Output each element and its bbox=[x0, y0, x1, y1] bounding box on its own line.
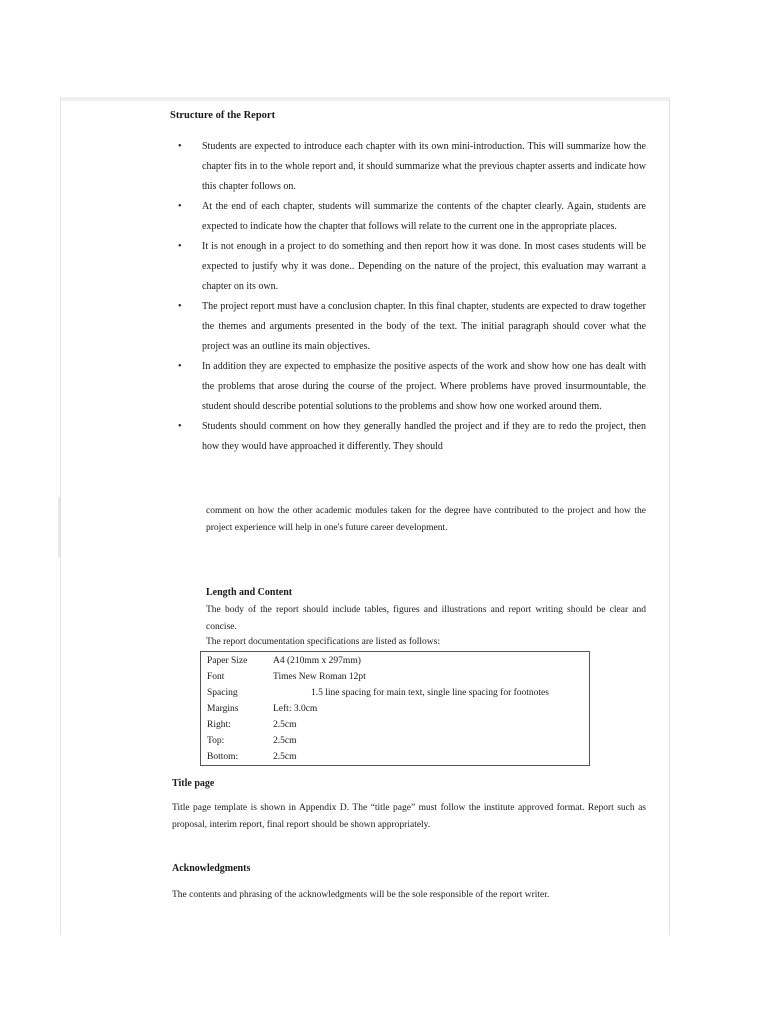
length-content-heading: Length and Content bbox=[206, 587, 293, 598]
spec-table bbox=[200, 651, 590, 766]
list-item: • In addition they are expected to emphasize the positive aspects of the work and show how one has dealt with the problems that arose during the course of the project. Where problems have proved insurmountable, the student should describe potential solutions to the problems and show how one worked around them. bbox=[170, 357, 646, 417]
table-row: Margins Left: 3.0cm bbox=[207, 704, 318, 714]
list-item: • Students are expected to introduce each chapter with its own mini-introduction. This will summarize how the chapter fits in to the whole report and, it should summarize what the previous chapter asserts and indicate how this chapter follows on. bbox=[170, 137, 646, 197]
table-row: Bottom: 2.5cm bbox=[207, 752, 297, 762]
structure-bullet-list bbox=[170, 137, 646, 457]
structure-heading: Structure of the Report bbox=[170, 110, 276, 121]
bullet-icon: • bbox=[178, 301, 182, 312]
bullet-icon: • bbox=[178, 141, 182, 152]
bullet-icon: • bbox=[178, 201, 182, 212]
length-paragraph: The body of the report should include tables, figures and illustrations and report writing should be clear and concise. bbox=[206, 605, 646, 632]
table-row: Top: 2.5cm bbox=[207, 736, 297, 746]
bullet-icon: • bbox=[178, 421, 182, 432]
list-item: • The project report must have a conclusion chapter. In this final chapter, students are expected to draw together the themes and arguments presented in the body of the text. The initial paragraph should cover what the project was an outline its main objectives. bbox=[170, 297, 646, 357]
acknowledgments-paragraph: The contents and phrasing of the acknowledgments will be the sole responsible of the report writer. bbox=[172, 890, 550, 900]
list-item: • Students should comment on how they generally handled the project and if they are to redo the project, then how they would have approached it differently. They should bbox=[170, 417, 646, 457]
bullet-icon: • bbox=[178, 241, 182, 252]
table-row: Right: 2.5cm bbox=[207, 720, 297, 730]
bullet-continuation: comment on how the other academic modules taken for the degree have contributed to the project and how the project experience will help in one's future career development. bbox=[206, 506, 646, 533]
spec-intro-paragraph: The report documentation specifications are listed as follows: bbox=[206, 637, 440, 647]
bullet-icon: • bbox=[178, 361, 182, 372]
page-body bbox=[60, 97, 668, 931]
table-row: Font Times New Roman 12pt bbox=[207, 672, 366, 682]
acknowledgments-heading: Acknowledgments bbox=[172, 863, 251, 874]
table-row: Spacing 1.5 line spacing for main text, single line spacing for footnotes bbox=[207, 688, 549, 698]
list-item: • At the end of each chapter, students will summarize the contents of the chapter clearly. Again, students are expected to indicate how the chapter that follows will relate to the current one in the appropriate places. bbox=[170, 197, 646, 237]
title-page-heading: Title page bbox=[172, 778, 215, 789]
list-item: • It is not enough in a project to do something and then report how it was done. In most cases students will be expected to justify why it was done.. Depending on the nature of the project, this evaluation may warrant a chapter on its own. bbox=[170, 237, 646, 297]
table-row: Paper Size A4 (210mm x 297mm) bbox=[207, 656, 361, 666]
title-page-paragraph: Title page template is shown in Appendix D. The “title page” must follow the institute approved format. Report such as proposal, interim report, final report should be shown appropriately. bbox=[172, 803, 646, 830]
